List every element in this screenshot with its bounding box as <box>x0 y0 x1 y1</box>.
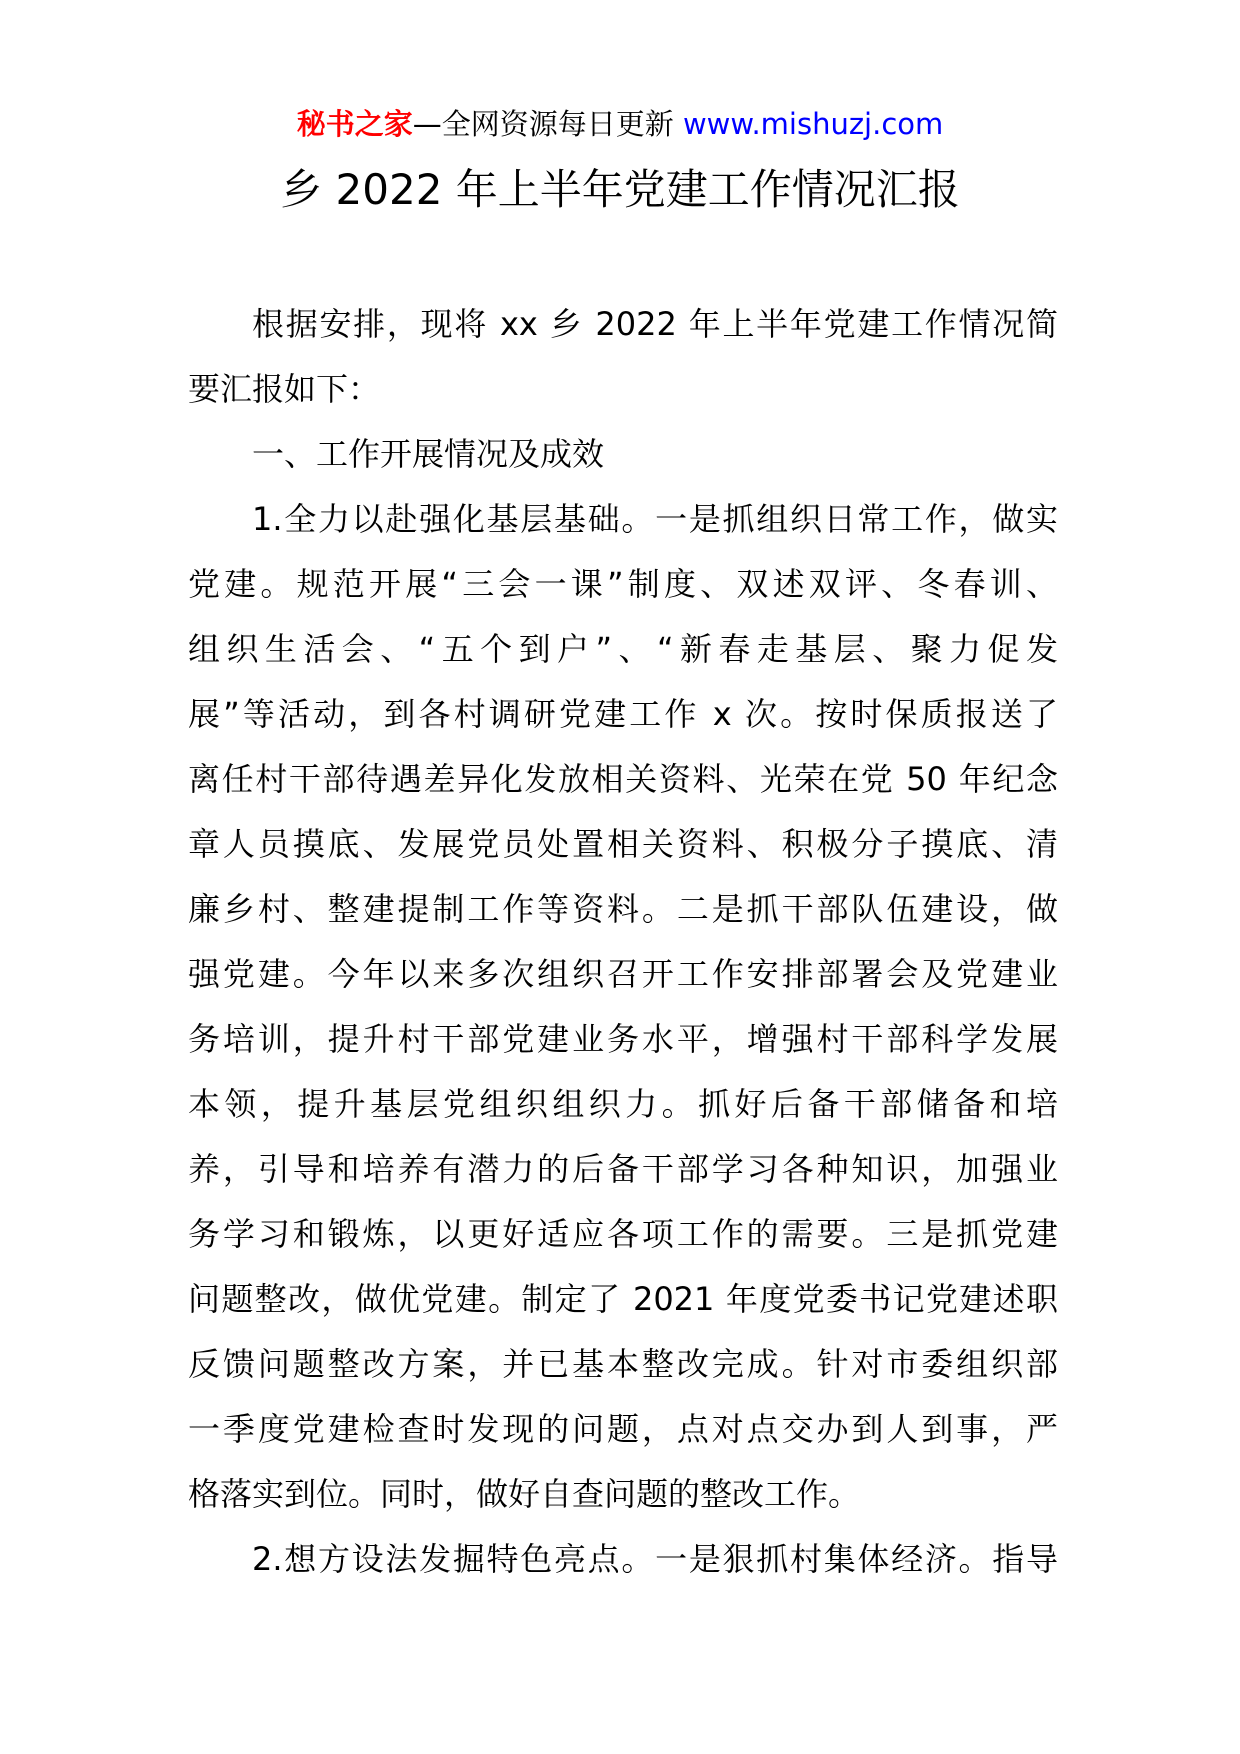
site-brand: 秘书之家 <box>296 107 413 141</box>
text-line: 反馈问题整改方案，并已基本整改完成。针对市委组织部 <box>188 1345 1058 1383</box>
text-line: 离任村干部待遇差异化发放相关资料、光荣在党 50 年纪念 <box>188 760 1058 798</box>
text-line: 展”等活动，到各村调研党建工作 x 次。按时保质报送了 <box>188 695 1058 733</box>
text-line: 务学习和锻炼，以更好适应各项工作的需要。三是抓党建 <box>188 1215 1058 1253</box>
site-tagline: —全网资源每日更新 <box>412 107 674 141</box>
text-line: 强党建。今年以来多次组织召开工作安排部署会及党建业 <box>188 955 1058 993</box>
text-line: 2.想方设法发掘特色亮点。一是狠抓村集体经济。指导 <box>252 1540 1058 1578</box>
text-line: 章人员摸底、发展党员处置相关资料、积极分子摸底、清 <box>188 825 1058 863</box>
section-heading: 一、工作开展情况及成效 <box>252 435 605 473</box>
text-line: 1.全力以赴强化基层基础。一是抓组织日常工作，做实 <box>252 500 1058 538</box>
text-line: 务培训，提升村干部党建业务水平，增强村干部科学发展 <box>188 1020 1058 1058</box>
text-line: 根据安排，现将 xx 乡 2022 年上半年党建工作情况简 <box>252 305 1058 343</box>
document-title: 乡 2022 年上半年党建工作情况汇报 <box>280 165 960 214</box>
site-header <box>0 104 1240 144</box>
text-line: 问题整改，做优党建。制定了 2021 年度党委书记党建述职 <box>188 1280 1058 1318</box>
text-line: 廉乡村、整建提制工作等资料。二是抓干部队伍建设，做 <box>188 890 1058 928</box>
text-line: 养，引导和培养有潜力的后备干部学习各种知识，加强业 <box>188 1150 1058 1188</box>
text-line: 本领，提升基层党组织组织力。抓好后备干部储备和培 <box>188 1085 1058 1123</box>
text-line: 要汇报如下： <box>188 370 381 408</box>
document-body <box>188 292 1058 1592</box>
text-line: 组织生活会、“五个到户”、“新春走基层、聚力促发 <box>188 630 1058 668</box>
site-url-link[interactable]: www.mishuzj.com <box>682 107 944 141</box>
text-line: 一季度党建检查时发现的问题，点对点交办到人到事，严 <box>188 1410 1058 1448</box>
text-line: 格落实到位。同时，做好自查问题的整改工作。 <box>188 1475 861 1513</box>
text-line: 党建。规范开展“三会一课”制度、双述双评、冬春训、 <box>188 565 1058 603</box>
